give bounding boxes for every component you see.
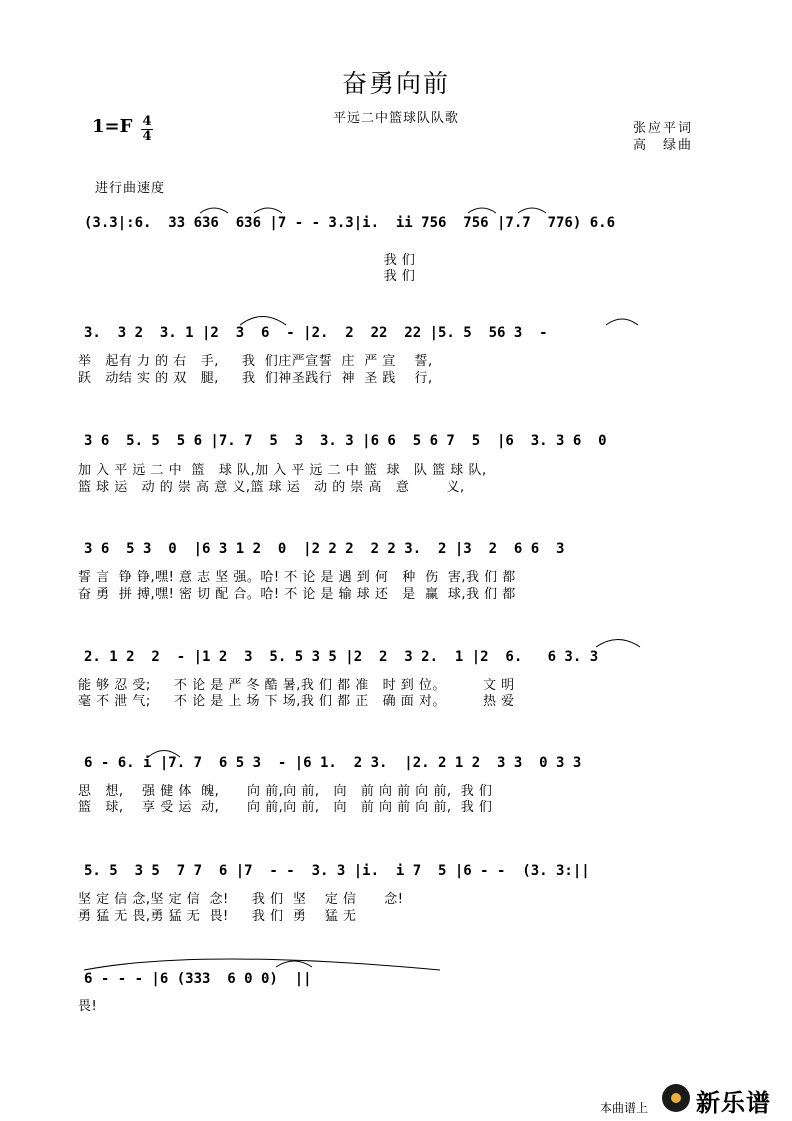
- time-signature-bottom: 4: [142, 129, 152, 144]
- tempo-marking: 进行曲速度: [95, 181, 166, 196]
- song-title: 奋勇向前: [341, 69, 450, 98]
- song-subtitle: 平远二中篮球队队歌: [332, 111, 459, 126]
- notation-line-2: 3. 3 2 3. 1 |2 3 6 - |2. 2 22 22 |5. 5 56 3 -: [84, 325, 548, 341]
- lyrics-line-2b: 跃 动结 实 的 双 腿, 我 们神圣践行 神 圣 践 行,: [78, 371, 433, 386]
- lyricist: 张应平词: [633, 121, 694, 136]
- lyrics-line-4a: 誓 言 铮 铮,嘿! 意 志 坚 强。哈! 不 论 是 遇 到 何 种 伤 害,我 们 都: [78, 570, 516, 585]
- composer: 高 绿曲: [633, 138, 694, 153]
- lyrics-line-7a: 坚 定 信 念,坚 定 信 念! 我 们 坚 定 信 念!: [78, 892, 404, 907]
- lyrics-line-4b: 奋 勇 拼 搏,嘿! 密 切 配 合。哈! 不 论 是 输 球 还 是 赢 球,我 们 都: [78, 587, 516, 602]
- notation-line-4: 3 6 5 3 0 |6 3 1 2 0 |2 2 2 2 2 3. 2 |3 2 6 6 3: [84, 541, 565, 557]
- lyrics-line-5b: 毫 不 泄 气; 不 论 是 上 场 下 场,我 们 都 正 确 面 对。 热 爱: [78, 694, 515, 709]
- notation-line-8: 6 - - - |6 (333 6 0 0) ||: [84, 971, 312, 987]
- notation-line-3: 3 6 5. 5 5 6 |7. 7 5 3 3. 3 |6 6 5 6 7 5 |6 3. 3 6 0: [84, 433, 607, 449]
- lyrics-line-7b: 勇 猛 无 畏,勇 猛 无 畏! 我 们 勇 猛 无: [78, 909, 357, 924]
- lyrics-line-6b: 篮 球, 享 受 运 动, 向 前,向 前, 向 前 向 前 向 前, 我 们: [78, 800, 493, 815]
- lyrics-line-3a: 加 入 平 远 二 中 篮 球 队,加 入 平 远 二 中 篮 球 队 篮 球 队,: [78, 463, 487, 478]
- lyrics-line-3b: 篮 球 运 动 的 崇 高 意 义,篮 球 运 动 的 崇 高 意 义,: [78, 480, 465, 495]
- notation-line-5: 2. 1 2 2 - |1 2 3 5. 5 3 5 |2 2 3 2. 1 |2 6. 6 3. 3: [84, 649, 599, 665]
- lyrics-line-8a: 畏!: [78, 999, 98, 1014]
- notation-line-6: 6 - 6. i |7. 7 6 5 3 - |6 1. 2 3. |2. 2 1 2 3 3 0 3 3: [84, 755, 582, 771]
- lyrics-line-5a: 能 够 忍 受; 不 论 是 严 冬 酷 暑,我 们 都 准 时 到 位。 文 明: [78, 678, 515, 693]
- lyrics-line-2a: 举 起有 力 的 右 手, 我 们庄严宣誓 庄 严 宣 誓,: [78, 354, 433, 369]
- lyrics-line-6a: 思 想, 强 健 体 魄, 向 前,向 前, 向 前 向 前 向 前, 我 们: [78, 784, 493, 799]
- footer-label: 本曲谱上: [600, 1101, 649, 1115]
- lyrics-line-1b: 我 们: [78, 269, 416, 284]
- notation-line-7: 5. 5 3 5 7 7 6 |7 - - 3. 3 |i. i 7 5 |6 - - (3. 3:||: [84, 863, 590, 879]
- vinyl-record-icon: [662, 1084, 690, 1112]
- notation-line-1: (3.3|:6. 33 636 636 |7 - - 3.3|i. ii 756 756 |7.7 776) 6.6: [84, 215, 616, 231]
- lyrics-line-1a: 我 们: [78, 253, 416, 268]
- key-signature: 1=F: [92, 116, 133, 137]
- time-signature-top: 4: [142, 114, 152, 129]
- brand-logo[interactable]: 新乐谱: [696, 1089, 771, 1117]
